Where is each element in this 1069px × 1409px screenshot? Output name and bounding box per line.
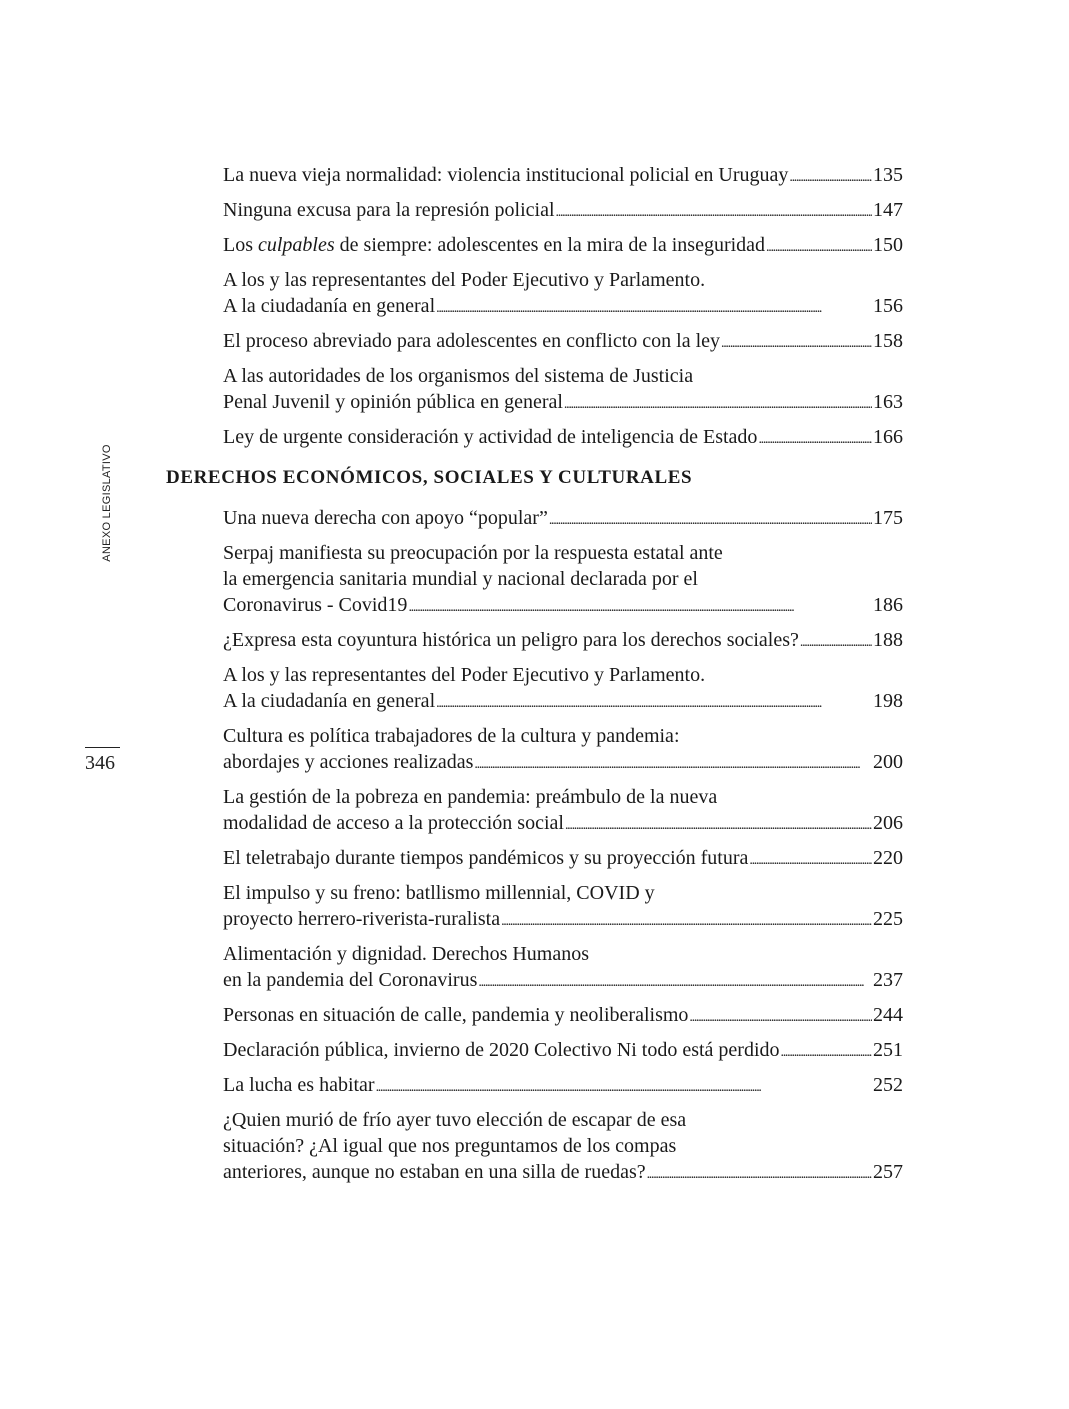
dot-leader xyxy=(721,328,872,357)
toc-entry xyxy=(223,1002,903,1031)
toc-entry-line: A los y las representantes del Poder Ejecutivo y Parlamento. xyxy=(223,269,706,291)
toc-entry-line: La gestión de la pobreza en pandemia: preámbulo de la nueva xyxy=(223,786,718,808)
toc-entry xyxy=(223,363,903,418)
toc-entry-title: A la ciudadanía en general xyxy=(223,295,436,317)
toc-entry-title: modalidad de acceso a la protección social xyxy=(223,812,564,834)
dot-leader xyxy=(549,505,872,534)
toc-entry-final-line xyxy=(223,967,903,996)
toc-entry-final-line xyxy=(223,293,903,322)
toc-entry-page: 220 xyxy=(873,847,903,869)
toc-entry-line: la emergencia sanitaria mundial y nacional declarada por el xyxy=(223,568,698,590)
running-header xyxy=(99,442,115,564)
toc-entry-page: 135 xyxy=(873,164,903,186)
toc-entry-final-line xyxy=(223,424,903,453)
toc-entry-final-line xyxy=(223,810,903,839)
toc-entry-page: 186 xyxy=(873,594,903,616)
toc-entry xyxy=(223,784,903,839)
page-number: 346 xyxy=(85,752,115,774)
toc-entry xyxy=(223,1037,903,1066)
toc-entry-page: 200 xyxy=(873,751,903,773)
toc-entry-title: Ninguna excusa para la represión policial xyxy=(223,199,555,221)
toc-entry-page: 166 xyxy=(873,426,903,448)
toc-entry-final-line xyxy=(223,688,903,717)
dot-leader xyxy=(501,906,872,935)
toc-entry-page: 237 xyxy=(873,969,903,991)
toc-entry-final-line xyxy=(223,328,903,357)
toc-entry-title: Coronavirus - Covid19 xyxy=(223,594,408,616)
dot-leader xyxy=(800,627,872,656)
toc-entry-line: El impulso y su freno: batllismo millennial, COVID y xyxy=(223,882,655,904)
toc-entry xyxy=(223,424,903,453)
toc-entry-final-line xyxy=(223,232,903,261)
toc-entry-title: Ley de urgente consideración y actividad de inteligencia de Estado xyxy=(223,426,758,448)
toc-entry-page: 206 xyxy=(873,812,903,834)
toc-entry-line: situación? ¿Al igual que nos preguntamos de los compas xyxy=(223,1135,677,1157)
toc-entry-title: ¿Expresa esta coyuntura histórica un peligro para los derechos sociales? xyxy=(223,629,799,651)
toc-entry-final-line xyxy=(223,845,903,874)
running-header-text: ANEXO LEGISLATIVO xyxy=(101,444,113,562)
toc-entry-page: 163 xyxy=(873,391,903,413)
toc-entry-page: 257 xyxy=(873,1161,903,1183)
toc-entry-title: La nueva vieja normalidad: violencia institucional policial en Uruguay xyxy=(223,164,789,186)
toc-entry xyxy=(223,941,903,996)
toc-entry-title: anteriores, aunque no estaban en una silla de ruedas? xyxy=(223,1161,646,1183)
toc-entry-final-line xyxy=(223,1037,903,1066)
toc-group-2 xyxy=(223,505,903,1194)
toc-entry-page: 175 xyxy=(873,507,903,529)
toc-entry xyxy=(223,197,903,226)
dot-leader xyxy=(474,749,872,778)
toc-entry-final-line xyxy=(223,906,903,935)
toc-entry-final-line xyxy=(223,1072,903,1101)
toc-entry-page: 150 xyxy=(873,234,903,256)
toc-entry-final-line xyxy=(223,1159,903,1188)
toc-entry-page: 251 xyxy=(873,1039,903,1061)
toc-entry-page: 252 xyxy=(873,1074,903,1096)
toc-entry-title: El teletrabajo durante tiempos pandémicos y su proyección futura xyxy=(223,847,749,869)
toc-entry-title: La lucha es habitar xyxy=(223,1074,375,1096)
toc-entry xyxy=(223,880,903,935)
toc-entry-page: 188 xyxy=(873,629,903,651)
dot-leader xyxy=(436,293,872,322)
toc-entry xyxy=(223,540,903,621)
toc-entry xyxy=(223,162,903,191)
dot-leader xyxy=(758,424,872,453)
toc-entry-title: en la pandemia del Coronavirus xyxy=(223,969,478,991)
toc-entry xyxy=(223,1107,903,1188)
dot-leader xyxy=(564,389,872,418)
toc-entry-page: 147 xyxy=(873,199,903,221)
toc-entry xyxy=(223,328,903,357)
toc-entry-line: ¿Quien murió de frío ayer tuvo elección de escapar de esa xyxy=(223,1109,687,1131)
toc-entry-title: Declaración pública, invierno de 2020 Colectivo Ni todo está perdido xyxy=(223,1039,780,1061)
dot-leader xyxy=(556,197,872,226)
dot-leader xyxy=(749,845,872,874)
toc-entry xyxy=(223,1072,903,1101)
dot-leader xyxy=(789,162,872,191)
toc-entry-line: Cultura es política trabajadores de la cultura y pandemia: xyxy=(223,725,680,747)
toc-entry xyxy=(223,662,903,717)
toc-entry-title: abordajes y acciones realizadas xyxy=(223,751,474,773)
dot-leader xyxy=(376,1072,872,1101)
toc-entry-title: Personas en situación de calle, pandemia y neoliberalismo xyxy=(223,1004,689,1026)
dot-leader xyxy=(565,810,872,839)
dot-leader xyxy=(781,1037,872,1066)
toc-entry xyxy=(223,723,903,778)
toc-entry-final-line xyxy=(223,389,903,418)
toc-entry-final-line xyxy=(223,505,903,534)
toc-entry-line: Serpaj manifiesta su preocupación por la respuesta estatal ante xyxy=(223,542,723,564)
dot-leader xyxy=(436,688,872,717)
dot-leader xyxy=(478,967,872,996)
toc-entry xyxy=(223,267,903,322)
toc-entry-title: El proceso abreviado para adolescentes en conflicto con la ley xyxy=(223,330,721,352)
toc-entry-final-line xyxy=(223,592,903,621)
toc-entry-final-line xyxy=(223,197,903,226)
toc-entry-final-line xyxy=(223,162,903,191)
dot-leader xyxy=(408,592,872,621)
section-heading: DERECHOS ECONÓMICOS, SOCIALES Y CULTURALES xyxy=(166,467,693,488)
dot-leader xyxy=(689,1002,872,1031)
toc-entry xyxy=(223,232,903,261)
toc-entry-title: Una nueva derecha con apoyo “popular” xyxy=(223,507,548,529)
toc-entry-title: Penal Juvenil y opinión pública en general xyxy=(223,391,563,413)
toc-entry-page: 244 xyxy=(873,1004,903,1026)
toc-entry-final-line xyxy=(223,749,903,778)
toc-entry-page: 156 xyxy=(873,295,903,317)
toc-entry xyxy=(223,627,903,656)
toc-entry-line: A las autoridades de los organismos del sistema de Justicia xyxy=(223,365,694,387)
toc-entry-final-line xyxy=(223,627,903,656)
toc-entry-line: A los y las representantes del Poder Ejecutivo y Parlamento. xyxy=(223,664,706,686)
dot-leader xyxy=(647,1159,872,1188)
toc-entry-page: 158 xyxy=(873,330,903,352)
toc-entry xyxy=(223,845,903,874)
toc-entry-final-line xyxy=(223,1002,903,1031)
page-number-rule xyxy=(85,747,120,748)
toc-entry-page: 198 xyxy=(873,690,903,712)
toc-group-1 xyxy=(223,162,903,459)
toc-entry-page: 225 xyxy=(873,908,903,930)
toc-entry-title: A la ciudadanía en general xyxy=(223,690,436,712)
toc-entry xyxy=(223,505,903,534)
toc-entry-title: Los culpables de siempre: adolescentes en la mira de la inseguridad xyxy=(223,234,766,256)
toc-entry-line: Alimentación y dignidad. Derechos Humanos xyxy=(223,943,590,965)
dot-leader xyxy=(766,232,872,261)
toc-entry-title: proyecto herrero-riverista-ruralista xyxy=(223,908,501,930)
